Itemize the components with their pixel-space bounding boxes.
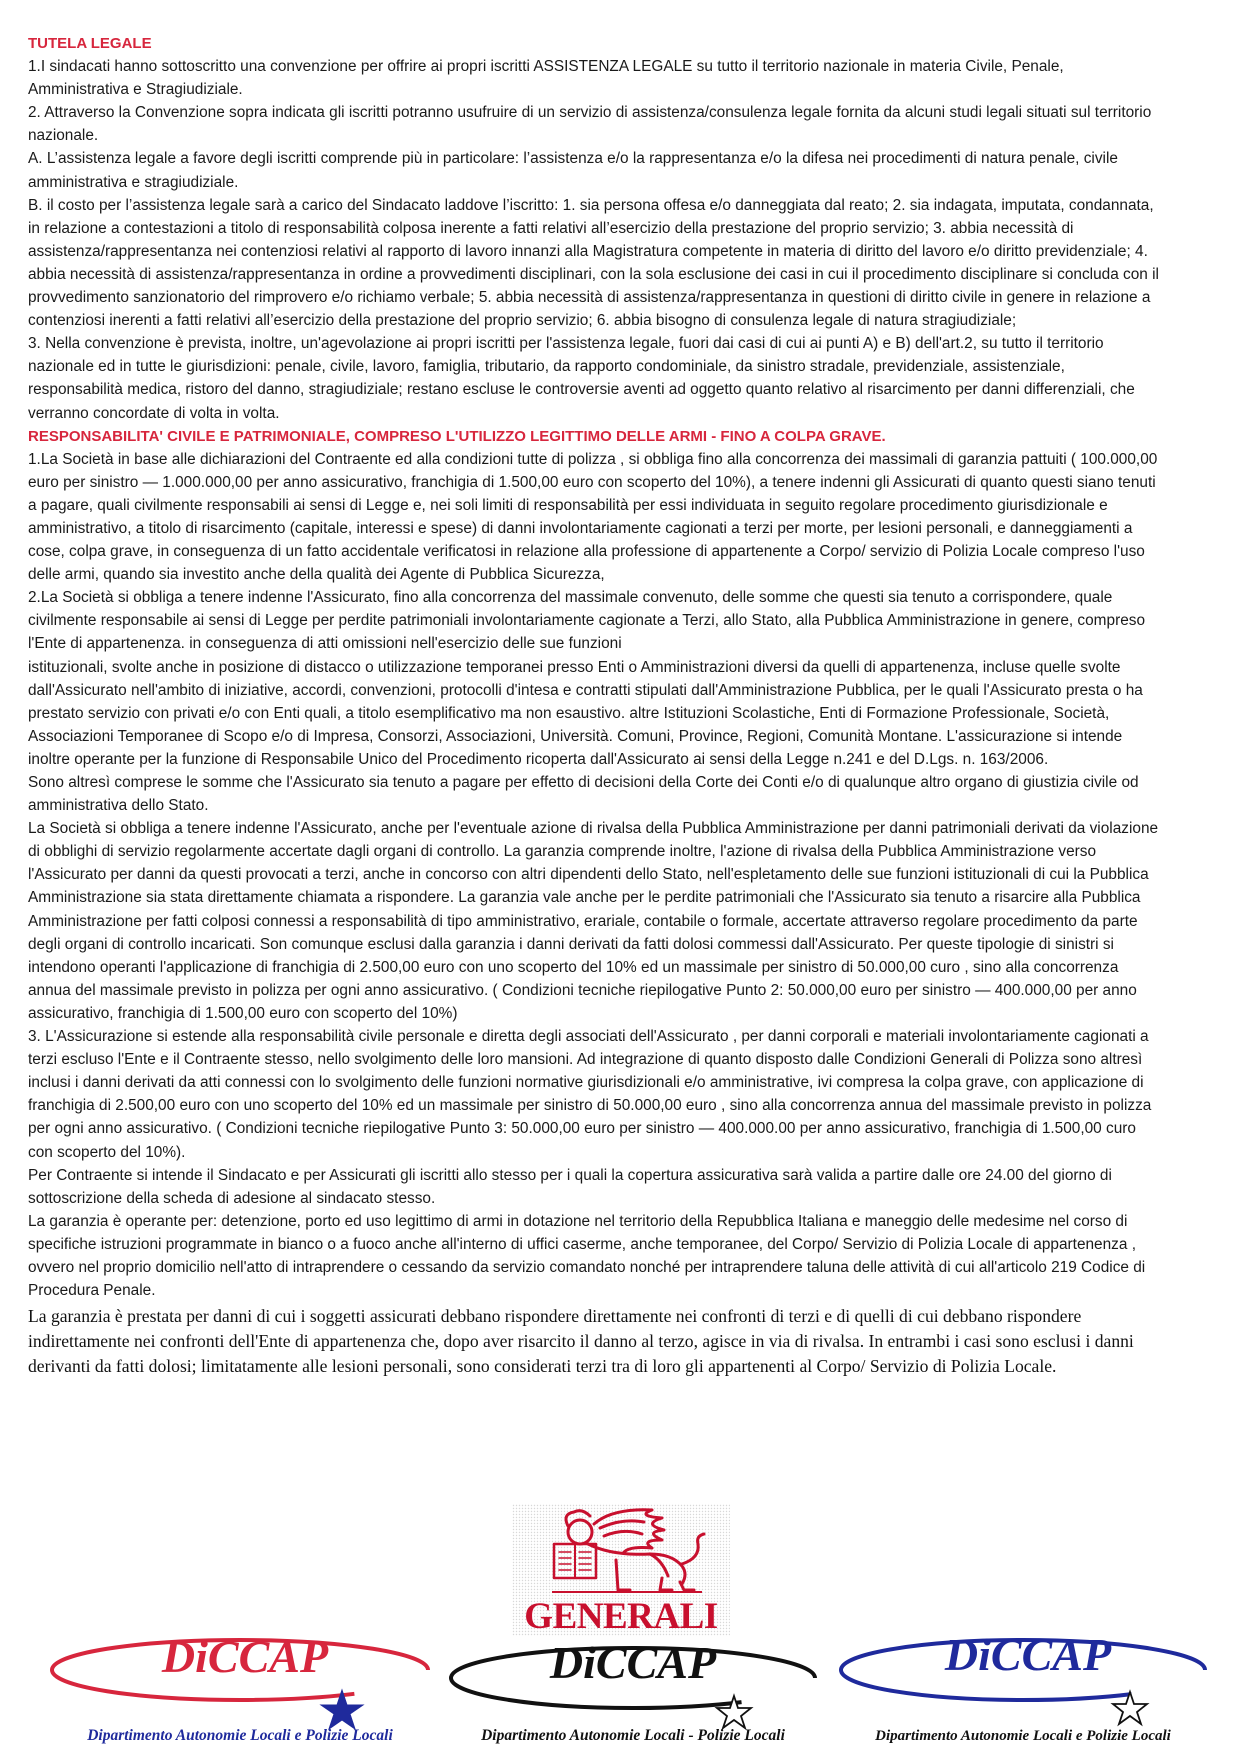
section-heading-responsabilita-civile: RESPONSABILITA' CIVILE E PATRIMONIALE, COMPRESO L'UTILIZZO LEGITTIMO DELLE ARMI - FINO A COLPA GRAVE.	[28, 427, 886, 445]
paragraph: 1.I sindacati hanno sottoscritto una convenzione per offrire ai propri iscritti ASSISTENZA LEGALE su tutto il territorio nazionale in materia Civile, Penale, Amministrativa e Stragiudiziale.	[28, 58, 1064, 99]
diccap-logo-black	[438, 1620, 828, 1745]
paragraph: 3. Nella convenzione è prevista, inoltre, un'agevolazione ai propri iscritti per l'assistenza legale, fuori dai casi di cui ai punti A) e B) dell'art.2, su tutto il territorio nazionale ed in tutte le giurisdizioni: penale, civile, lavoro, famiglia, tributario, da rapporto condominiale, da sinistro stradale, previdenziale, assistenziale, responsabilità medica, ristoro del danno, stragiudiziale; restano escluse le controversie aventi ad oggetto quanto relativo al risarcimento per danni differenziali, che verranno concordate di volta in volta.	[28, 335, 1135, 422]
star-icon	[717, 1696, 751, 1728]
paragraph: 3. L'Assicurazione si estende alla responsabilità civile personale e diretta degli associati dell'Assicurato , per danni corporali e materiali involontariamente cagionati a terzi escluso l'Ente e il Contraente stesso, nello svolgimento delle loro mansioni. Ad integrazione di quanto disposto dalle Condizioni Generali di Polizza sono altresì inclusi i danni derivati da atti connessi con lo svolgimento delle funzioni normative giurisdizionali e/o amministrative, ivi compresa la colpa grave, con applicazione di franchigia di 2.500,00 euro con uno scoperto del 10% ed un massimale per sinistro di 50.000,00 euro , sino alla concorrenza annua del massimale previsto in polizza per ogni anno assicurativo. ( Condizioni tecniche riepilogative Punto 3: 50.000,00 euro per sinistro — 400.000.00 per anno assicurativo, franchigia di 1.500,00 curo con scoperto del 10%).	[28, 1028, 1152, 1161]
paragraph: 2. Attraverso la Convenzione sopra indicata gli iscritti potranno usufruire di un servizio di assistenza/consulenza legale fornita da alcuni studi legali situati sul territorio nazionale.	[28, 104, 1152, 145]
paragraph: La Società si obbliga a tenere indenne l'Assicurato, anche per l'eventuale azione di rivalsa della Pubblica Amministrazione per danni patrimoniali derivati da violazione di obblighi di servizio regolarmente accertate dagli organi di controllo. La garanzia comprende inoltre, l'azione di rivalsa della Pubblica Amministrazione verso l'Assicurato per danni da questi provocati a terzi, anche in concorso con altri dipendenti dello Stato, nell'espletamento delle sue funzioni istituzionali di cui la Pubblica Amministrazione sia stata direttamente chiamata a rispondere. La garanzia vale anche per le perdite patrimoniali che l'Assicurato sia tenuto a risarcire alla Pubblica Amministrazione per fatti colposi connessi a responsabilità di tipo amministrativo, erariale, contabile o formale, accertate attraverso regolare procedimento da parte degli organi di controllo incaricati. Son comunque esclusi dalla garanzia i danni derivati da fatti dolosi commessi dall'Assicurato. Per queste tipologie di sinistri si intendono operanti l'applicazione di franchigia di 2.500,00 euro con uno scoperto del 10% ed un massimale per sinistro di 50.000,00 curo , sino alla concorrenza annua del massimale previsto in polizza per ogni anno assicurativo. ( Condizioni tecniche riepilogative Punto 2: 50.000,00 euro per sinistro — 400.000,00 per anno assicurativo, franchigia di 1.500,00 euro con scoperto del 10%)	[28, 820, 1159, 1022]
paragraph: La garanzia è operante per: detenzione, porto ed uso legittimo di armi in dotazione nel territorio della Repubblica Italiana e maneggio delle medesime nel corso di specifiche istruzioni programmate in bianco o a fuoco anche all'interno di uffici caserme, anche temporanee, del Corpo/ Servizio di Polizia Locale di appartenenza , ovvero nel proprio domicilio nell'atto di intraprendere o cessando da servizio comandato nonché per intraprendere taluna delle attività di cui all'articolo 219 Codice di Procedura Penale.	[28, 1212, 1146, 1300]
diccap-caption: Dipartimento Autonomie Locali e Polizie Locali	[87, 1727, 393, 1744]
paragraph: istituzionali, svolte anche in posizione di distacco o utilizzazione temporanei presso Enti o Amministrazioni diversi da quelli di appartenenza, incluse quelle svolte dall'Assicurato nell'ambito di iniziative, accordi, convenzioni, protocolli d'intesa e contratti stipulati dall'Amministrazione Pubblica, per le quali l'Assicurato presta o ha prestato servizio con privati e/o con Enti quali, a titolo esemplificativo ma non esaustivo. altre Istituzioni Scolastiche, Enti di Formazione Professionale, Società, Associazioni Temporanee di Scopo e/o di Impresa, Consorzi, Associazioni, Università. Comuni, Province, Regioni, Comunità Montane. L'assicurazione si intende inoltre operante per la funzione di Responsabile Unico del Procedimento ricoperta dall'Assicurato ai sensi della Legge n.241 e del D.Lgs. n. 163/2006.	[28, 658, 1143, 768]
diccap-caption: Dipartimento Autonomie Locali - Polizie Locali	[481, 1727, 785, 1744]
paragraph: 2.La Società si obbliga a tenere indenne l'Assicurato, fino alla concorrenza del massimale convenuto, delle somme che questi sia tenuto a corrispondere, quale civilmente responsabile ai sensi di Legge per perdite patrimoniali involontariamente cagionate a Terzi, allo Stato, alla Pubblica Amministrazione in genere, compreso l'Ente di appartenenza. in conseguenza di atti omissioni nell'esercizio delle sue funzioni	[28, 589, 1146, 653]
diccap-logo-blue	[828, 1620, 1218, 1745]
diccap-wordmark: DiCCAP	[161, 1631, 329, 1682]
paragraph: Per Contraente si intende il Sindacato e per Assicurati gli iscritti allo stesso per i quali la copertura assicurativa sarà valida a partire dalle ore 24.00 del giorno di sottoscrizione della scheda di adesione al sindacato stesso.	[28, 1166, 1112, 1207]
generali-logo	[512, 1504, 730, 1636]
paragraph: 1.La Società in base alle dichiarazioni del Contraente ed alla condizioni tutte di polizza , si obbliga fino alla concorrenza dei massimali di garanzia pattuiti ( 100.000,00 euro per sinistro — 1.000.000,00 per anno assicurativo, franchigia di 1.500,00 euro con scoperto del 10%), a tenere indenni gli Assicurati di quanto questi siano tenuti a pagare, quali civilmente responsabili ai sensi di Legge e, nei soli limiti di responsabilità per essi individuata in seguito regolare procedimento giurisdizionale e amministrativo, a titolo di risarcimento (capitale, interessi e spese) di danni involontariamente cagionati a terzi per morte, per lesioni personali, e danneggiamenti a cose, colpa grave, in conseguenza di un fatto accidentale verificatosi in relazione alla professione di appartenente a Corpo/ servizio di Polizia Locale compreso l'uso delle armi, quando sia investito anche della qualità dei Agente di Pubblica Sicurezza,	[28, 450, 1158, 584]
diccap-logo-red	[40, 1620, 440, 1745]
section-heading-tutela-legale: TUTELA LEGALE	[28, 35, 152, 52]
paragraph: B. il costo per l’assistenza legale sarà a carico del Sindacato laddove l’iscritto: 1. sia persona offesa e/o danneggiata dal reato; 2. sia indagata, imputata, condannata, in relazione a contestazioni a titolo di responsabilità colposa inerente a fatti relativi all’esercizio della prestazione del proprio servizio; 3. abbia necessità di assistenza/rappresentanza nei contenziosi relativi al rapporto di lavoro innanzi alla Magistratura competente in materia di diritto del lavoro e/o diritto previdenziale; 4. abbia necessità di assistenza/rappresentanza in ordine a provvedimenti disciplinari, con la sola esclusione dei casi in cui il procedimento disciplinare si concluda con il provvedimento sanzionatorio del rimprovero e/o richiamo verbale; 5. abbia necessità di assistenza/rappresentanza in questioni di diritto civile in genere in relazione a contenziosi inerenti a fatti relativi all’esercizio della prestazione del proprio servizio; 6. abbia bisogno di consulenza legale di natura stragiudiziale;	[28, 196, 1159, 330]
diccap-wordmark: DiCCAP	[549, 1637, 717, 1688]
document-body	[28, 32, 1162, 1379]
paragraph: A. L’assistenza legale a favore degli iscritti comprende più in particolare: l’assistenza e/o la rappresentanza e/o la difesa nei procedimenti di natura penale, civile amministrativa e stragiudiziale.	[28, 150, 1118, 191]
diccap-caption: Dipartimento Autonomie Locali e Polizie Locali	[875, 1728, 1171, 1744]
paragraph: Sono altresì comprese le somme che l'Assicurato sia tenuto a pagare per effetto di decisioni della Corte dei Conti e/o di qualunque altro organo di giustizia civile od amministrativa dello Stato.	[28, 774, 1139, 815]
winged-lion-icon	[512, 1504, 730, 1636]
diccap-wordmark: DiCCAP	[944, 1629, 1112, 1680]
generali-wordmark: GENERALI	[524, 1596, 718, 1636]
paragraph-serif: La garanzia è prestata per danni di cui i soggetti assicurati debbano rispondere direttamente nei confronti di terzi e di quelli di cui debbano rispondere indirettamente nei confronti dell'Ente di appartenenza che, dopo aver risarcito il danno al terzo, agisce in via di rivalsa. In entrambi i casi sono esclusi i danni derivanti da fatti dolosi; limitatamente alle lesioni personali, sono considerati terzi tra di loro gli appartenenti al Corpo/ Servizio di Polizia Locale.	[28, 1306, 1134, 1376]
